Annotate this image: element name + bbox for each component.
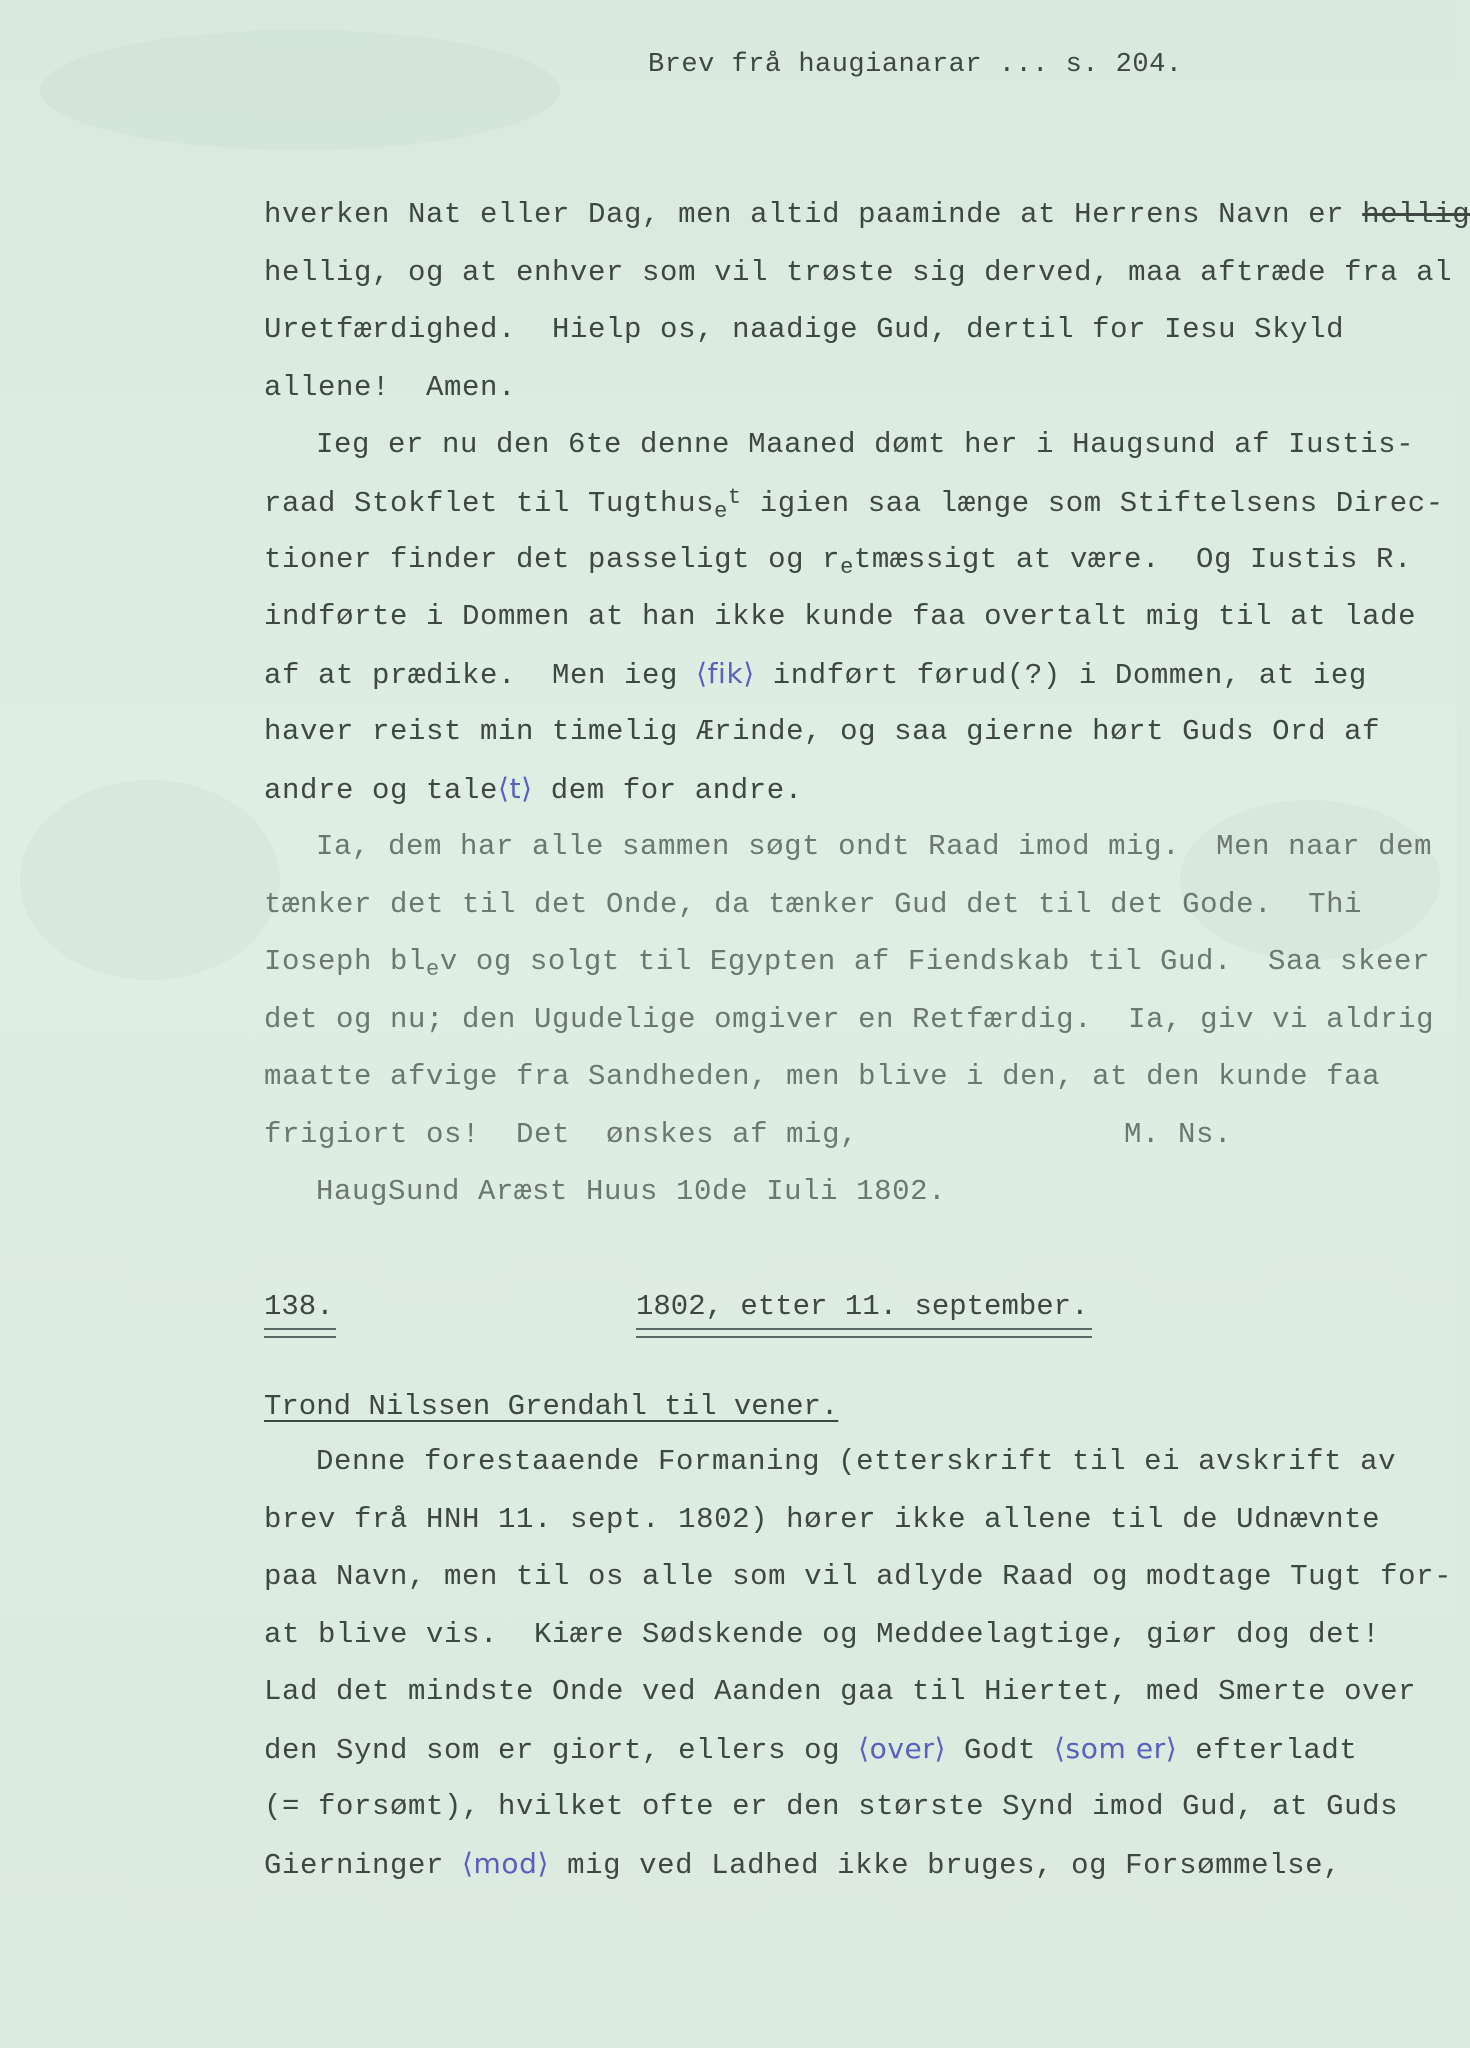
text-line: den Synd som er giort, ellers og ⟨over⟩ Godt ⟨som er⟩ efterladt	[264, 1732, 1358, 1767]
text-line: indførte i Dommen at han ikke kunde faa overtalt mig til at lade	[264, 600, 1417, 633]
text-line: (= forsømt), hvilket ofte er den største Synd imod Gud, at Guds	[264, 1790, 1399, 1823]
text-line: Uretfærdighed. Hielp os, naadige Gud, dertil for Iesu Skyld	[264, 313, 1345, 346]
text-line: brev frå HNH 11. sept. 1802) hører ikke allene til de Udnævnte	[264, 1503, 1381, 1536]
place-date-line: HaugSund Aræst Huus 10de Iuli 1802.	[316, 1175, 947, 1208]
superscript-letter: t	[727, 485, 742, 510]
struck-word: hellig	[1362, 198, 1470, 231]
entry-number: 138.	[264, 1290, 334, 1323]
text-line: Ioseph $bl_ev$ og solgt til Egypten af Fiendskab til Gud. Saa skeer	[264, 945, 1430, 982]
text-line: Gierninger ⟨mod⟩ mig ved Ladhed ikke bruges, og Forsømmelse,	[264, 1847, 1342, 1882]
text-line: andre og tale⟨t⟩ dem for andre.	[264, 772, 803, 807]
handwritten-insertion: ⟨mod⟩	[462, 1847, 550, 1880]
double-underline	[636, 1328, 1092, 1338]
text-line: Lad det mindste Onde ved Aanden gaa til Hiertet, med Smerte over	[264, 1675, 1417, 1708]
entry-date: 1802, etter 11. september.	[636, 1290, 1089, 1323]
signature-initials: M. Ns.	[1124, 1118, 1233, 1151]
paper-stain	[40, 30, 560, 150]
subscript-letter: e	[426, 957, 440, 982]
page-header: Brev frå haugianarar ... s. 204.	[648, 50, 1183, 80]
text-line: at blive vis. Kiære Sødskende og Meddeelagtige, giør dog det!	[264, 1618, 1381, 1651]
text-line: hellig, og at enhver som vil trøste sig derved, maa aftræde fra al	[264, 256, 1453, 289]
handwritten-insertion: ⟨t⟩	[498, 772, 533, 805]
text-line: Ieg er nu den 6te denne Maaned dømt her i Haugsund af Iustis-	[316, 428, 1415, 461]
subscript-letter: e	[840, 555, 854, 580]
text-line: tænker det til det Onde, da tænker Gud det til det Gode. Thi	[264, 888, 1363, 921]
text-line: Ia, dem har alle sammen søgt ondt Raad imod mig. Men naar dem	[316, 830, 1433, 863]
paper-stain	[1180, 800, 1440, 960]
text-line: hverken Nat eller Dag, men altid paaminde at Herrens Navn er hellig	[264, 198, 1470, 231]
handwritten-insertion: ⟨som er⟩	[1054, 1732, 1178, 1765]
text-line: raad Stokflet til Tugthus$_e^t$ igien saa længe som Stiftelsens Direc-	[264, 485, 1444, 524]
text-line: frigiort os! Det ønskes af mig,	[264, 1118, 859, 1151]
text-line: tioner finder det passeligt og $r_etmæssigt$ at være. Og Iustis R.	[264, 543, 1412, 580]
text-line: paa Navn, men til os alle som vil adlyde Raad og modtage Tugt for-	[264, 1560, 1453, 1593]
text-line: af at prædike. Men ieg ⟨fik⟩ indført førud(?) i Dommen, at ieg	[264, 657, 1367, 692]
subscript-letter: e	[714, 499, 728, 524]
text-line: allene! Amen.	[264, 371, 517, 404]
handwritten-insertion: ⟨fik⟩	[696, 657, 755, 690]
double-underline	[264, 1328, 336, 1338]
handwritten-insertion: ⟨over⟩	[858, 1732, 946, 1765]
text-line: Denne forestaaende Formaning (etterskrift til ei avskrift av	[316, 1445, 1397, 1478]
paper-stain	[20, 780, 280, 980]
text-line: det og nu; den Ugudelige omgiver en Retfærdig. Ia, giv vi aldrig	[264, 1003, 1435, 1036]
text-line: haver reist min timelig Ærinde, og saa gierne hørt Guds Ord af	[264, 715, 1381, 748]
entry-title: Trond Nilssen Grendahl til vener.	[264, 1390, 839, 1423]
text-line: maatte afvige fra Sandheden, men blive i den, at den kunde faa	[264, 1060, 1381, 1093]
